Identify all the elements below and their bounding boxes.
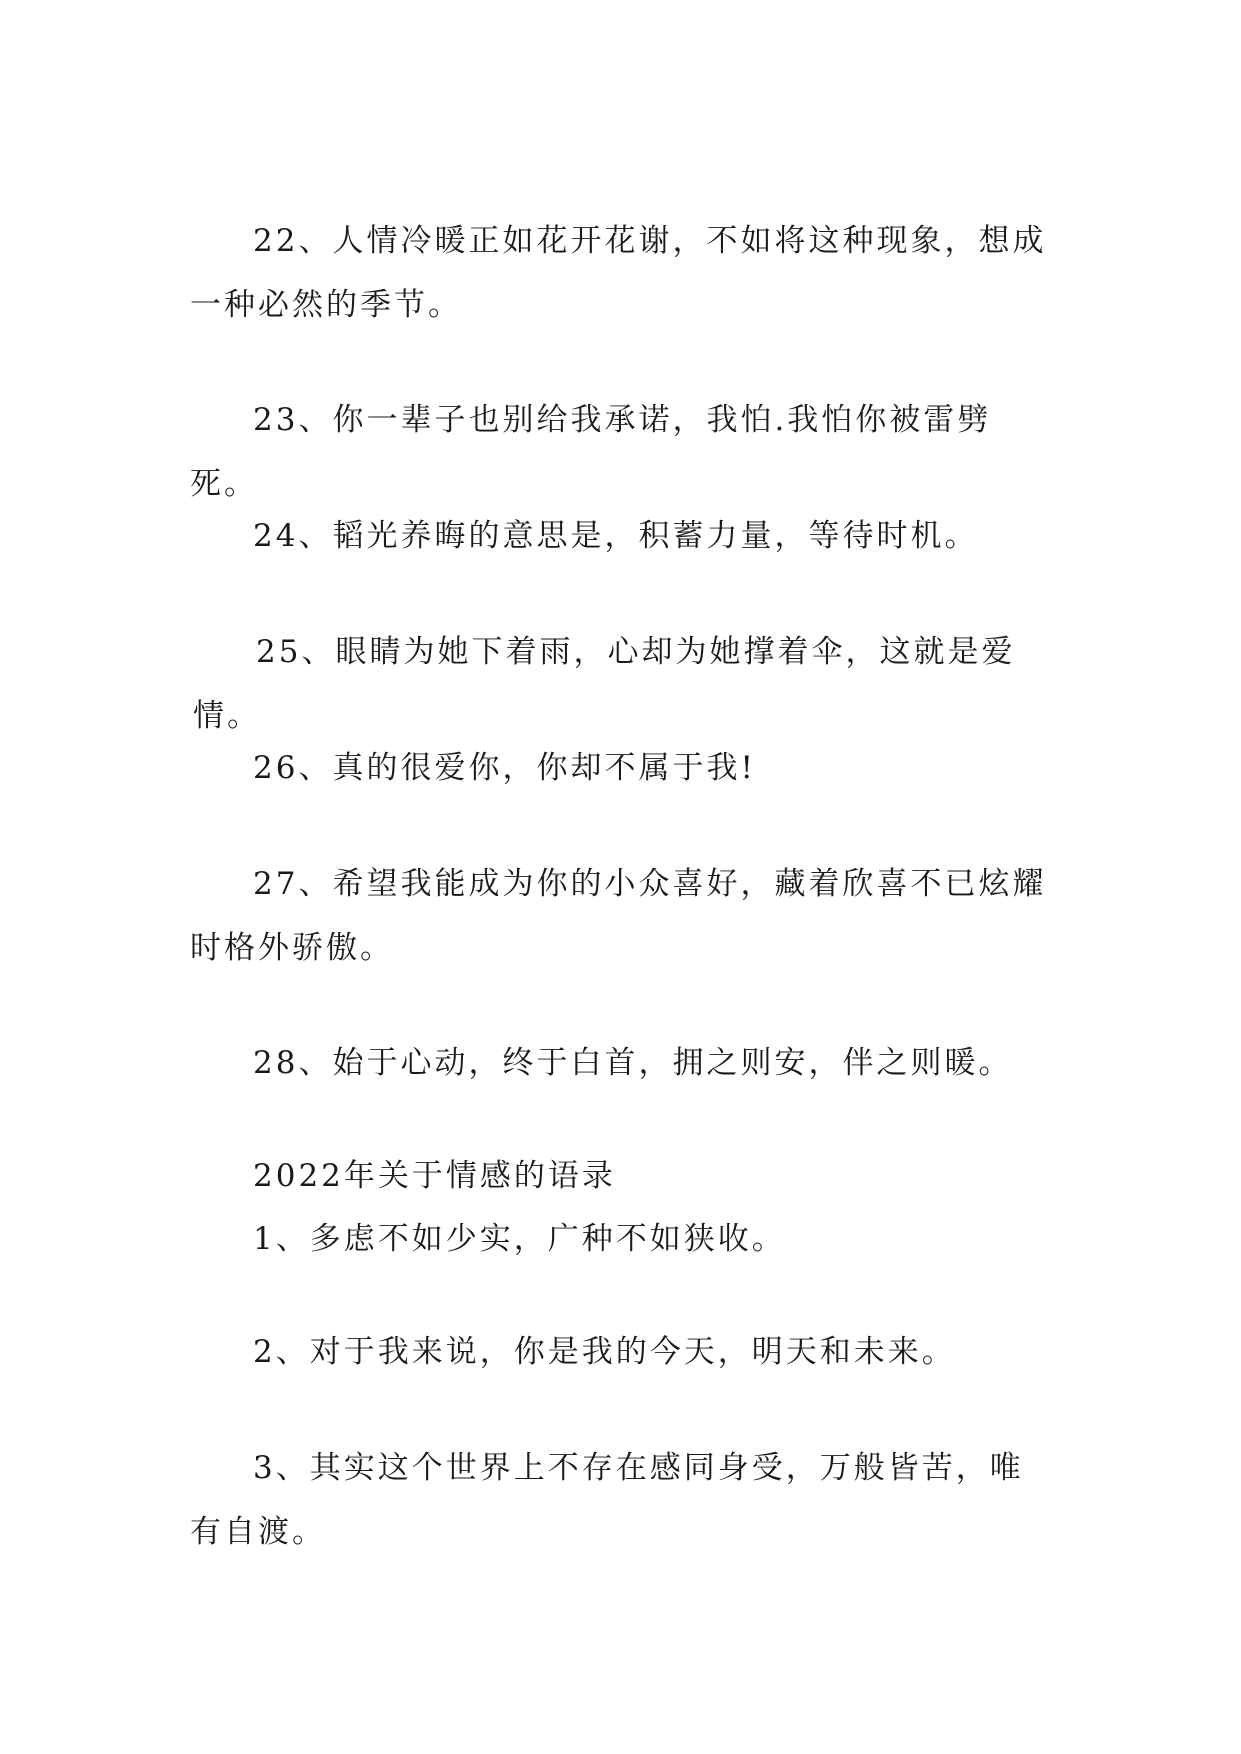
quote-25: 25、眼睛为她下着雨，心却为她撑着伞，这就是爱情。 [193, 634, 1016, 734]
quote-27: 27、希望我能成为你的小众喜好，藏着欣喜不已炫耀时格外骄傲。 [190, 866, 1047, 966]
quote-2: 2、对于我来说，你是我的今天，明天和未来。 [253, 1334, 956, 1370]
quote-28: 28、始于心动，终于白首，拥之则安，伴之则暖。 [253, 1045, 1013, 1081]
quote-23: 23、你一辈子也别给我承诺，我怕.我怕你被雷劈死。 [190, 402, 992, 502]
quote-22: 22、人情冷暖正如花开花谢，不如将这种现象，想成一种必然的季节。 [190, 223, 1047, 323]
quote-1: 1、多虑不如少实，广种不如狭收。 [253, 1221, 786, 1257]
quote-3: 3、其实这个世界上不存在感同身受，万般皆苦，唯有自渡。 [190, 1450, 1024, 1550]
quote-24: 24、韬光养晦的意思是，积蓄力量，等待时机。 [253, 518, 979, 554]
quote-26: 26、真的很爱你，你却不属于我! [253, 750, 756, 786]
section-heading: 2022年关于情感的语录 [253, 1158, 616, 1194]
